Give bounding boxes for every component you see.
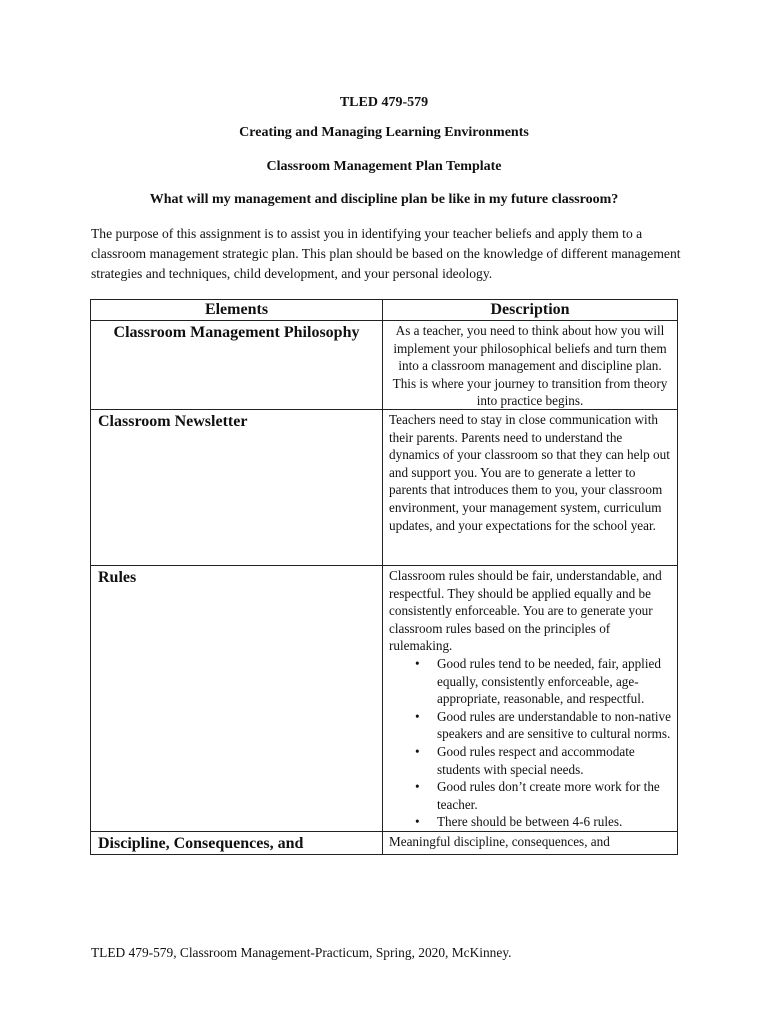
page-footer: TLED 479-579, Classroom Management-Practicum, Spring, 2020, McKinney. xyxy=(91,945,512,960)
list-item: • There should be between 4-6 rules. xyxy=(437,813,671,831)
table-header-row xyxy=(91,300,678,321)
list-item: • Good rules respect and accommodate students with special needs. xyxy=(437,743,671,778)
header-description: Description xyxy=(383,300,678,321)
description-philosophy: As a teacher, you need to think about how you will implement your philosophical beliefs and turn them into a classroom management and discipline plan. This is where your journey to transition from theory into practice begins. xyxy=(392,323,668,409)
table-row xyxy=(91,321,678,410)
table-row xyxy=(91,410,678,566)
course-code: TLED 479-579 xyxy=(339,95,429,110)
table-row xyxy=(91,566,678,832)
list-item: • Good rules tend to be needed, fair, applied equally, consistently enforceable, age-appropriate, reasonable, and respectful. xyxy=(437,655,671,708)
description-cell xyxy=(383,566,678,832)
template-title: Classroom Management Plan Template xyxy=(266,159,502,174)
list-item: • Good rules don’t create more work for the teacher. xyxy=(437,778,671,813)
table-row xyxy=(91,831,678,854)
rules-bullet-list xyxy=(389,655,671,831)
element-discipline: Discipline, Consequences, and xyxy=(91,831,383,854)
list-item: • Good rules are understandable to non-native speakers and are sensitive to cultural norms. xyxy=(437,708,671,743)
description-rules: Classroom rules should be fair, understandable, and respectful. They should be applied equally and be consistently enforceable. You are to generate your classroom rules based on the principles of rulemaking. xyxy=(389,568,662,654)
header-elements: Elements xyxy=(91,300,383,321)
course-title: Creating and Managing Learning Environments xyxy=(239,125,529,140)
description-newsletter: Teachers need to stay in close communication with their parents. Parents need to understand the dynamics of your classroom so that they can help out and support you. You are to generate a letter to parents that introduces them to you, your classroom environment, your management system, curriculum updates, and your expectations for the school year. xyxy=(383,410,678,566)
plan-table xyxy=(90,299,678,855)
guiding-question: What will my management and discipline plan be like in my future classroom? xyxy=(149,192,619,207)
element-rules: Rules xyxy=(91,566,383,832)
element-philosophy: Classroom Management Philosophy xyxy=(91,321,383,410)
element-newsletter: Classroom Newsletter xyxy=(91,410,383,566)
intro-paragraph: The purpose of this assignment is to assist you in identifying your teacher beliefs and apply them to a classroom management strategic plan. This plan should be based on the knowledge of different management strategies and techniques, child development, and your personal ideology. xyxy=(91,226,681,281)
description-cell xyxy=(383,321,678,410)
description-discipline: Meaningful discipline, consequences, and xyxy=(383,831,678,854)
